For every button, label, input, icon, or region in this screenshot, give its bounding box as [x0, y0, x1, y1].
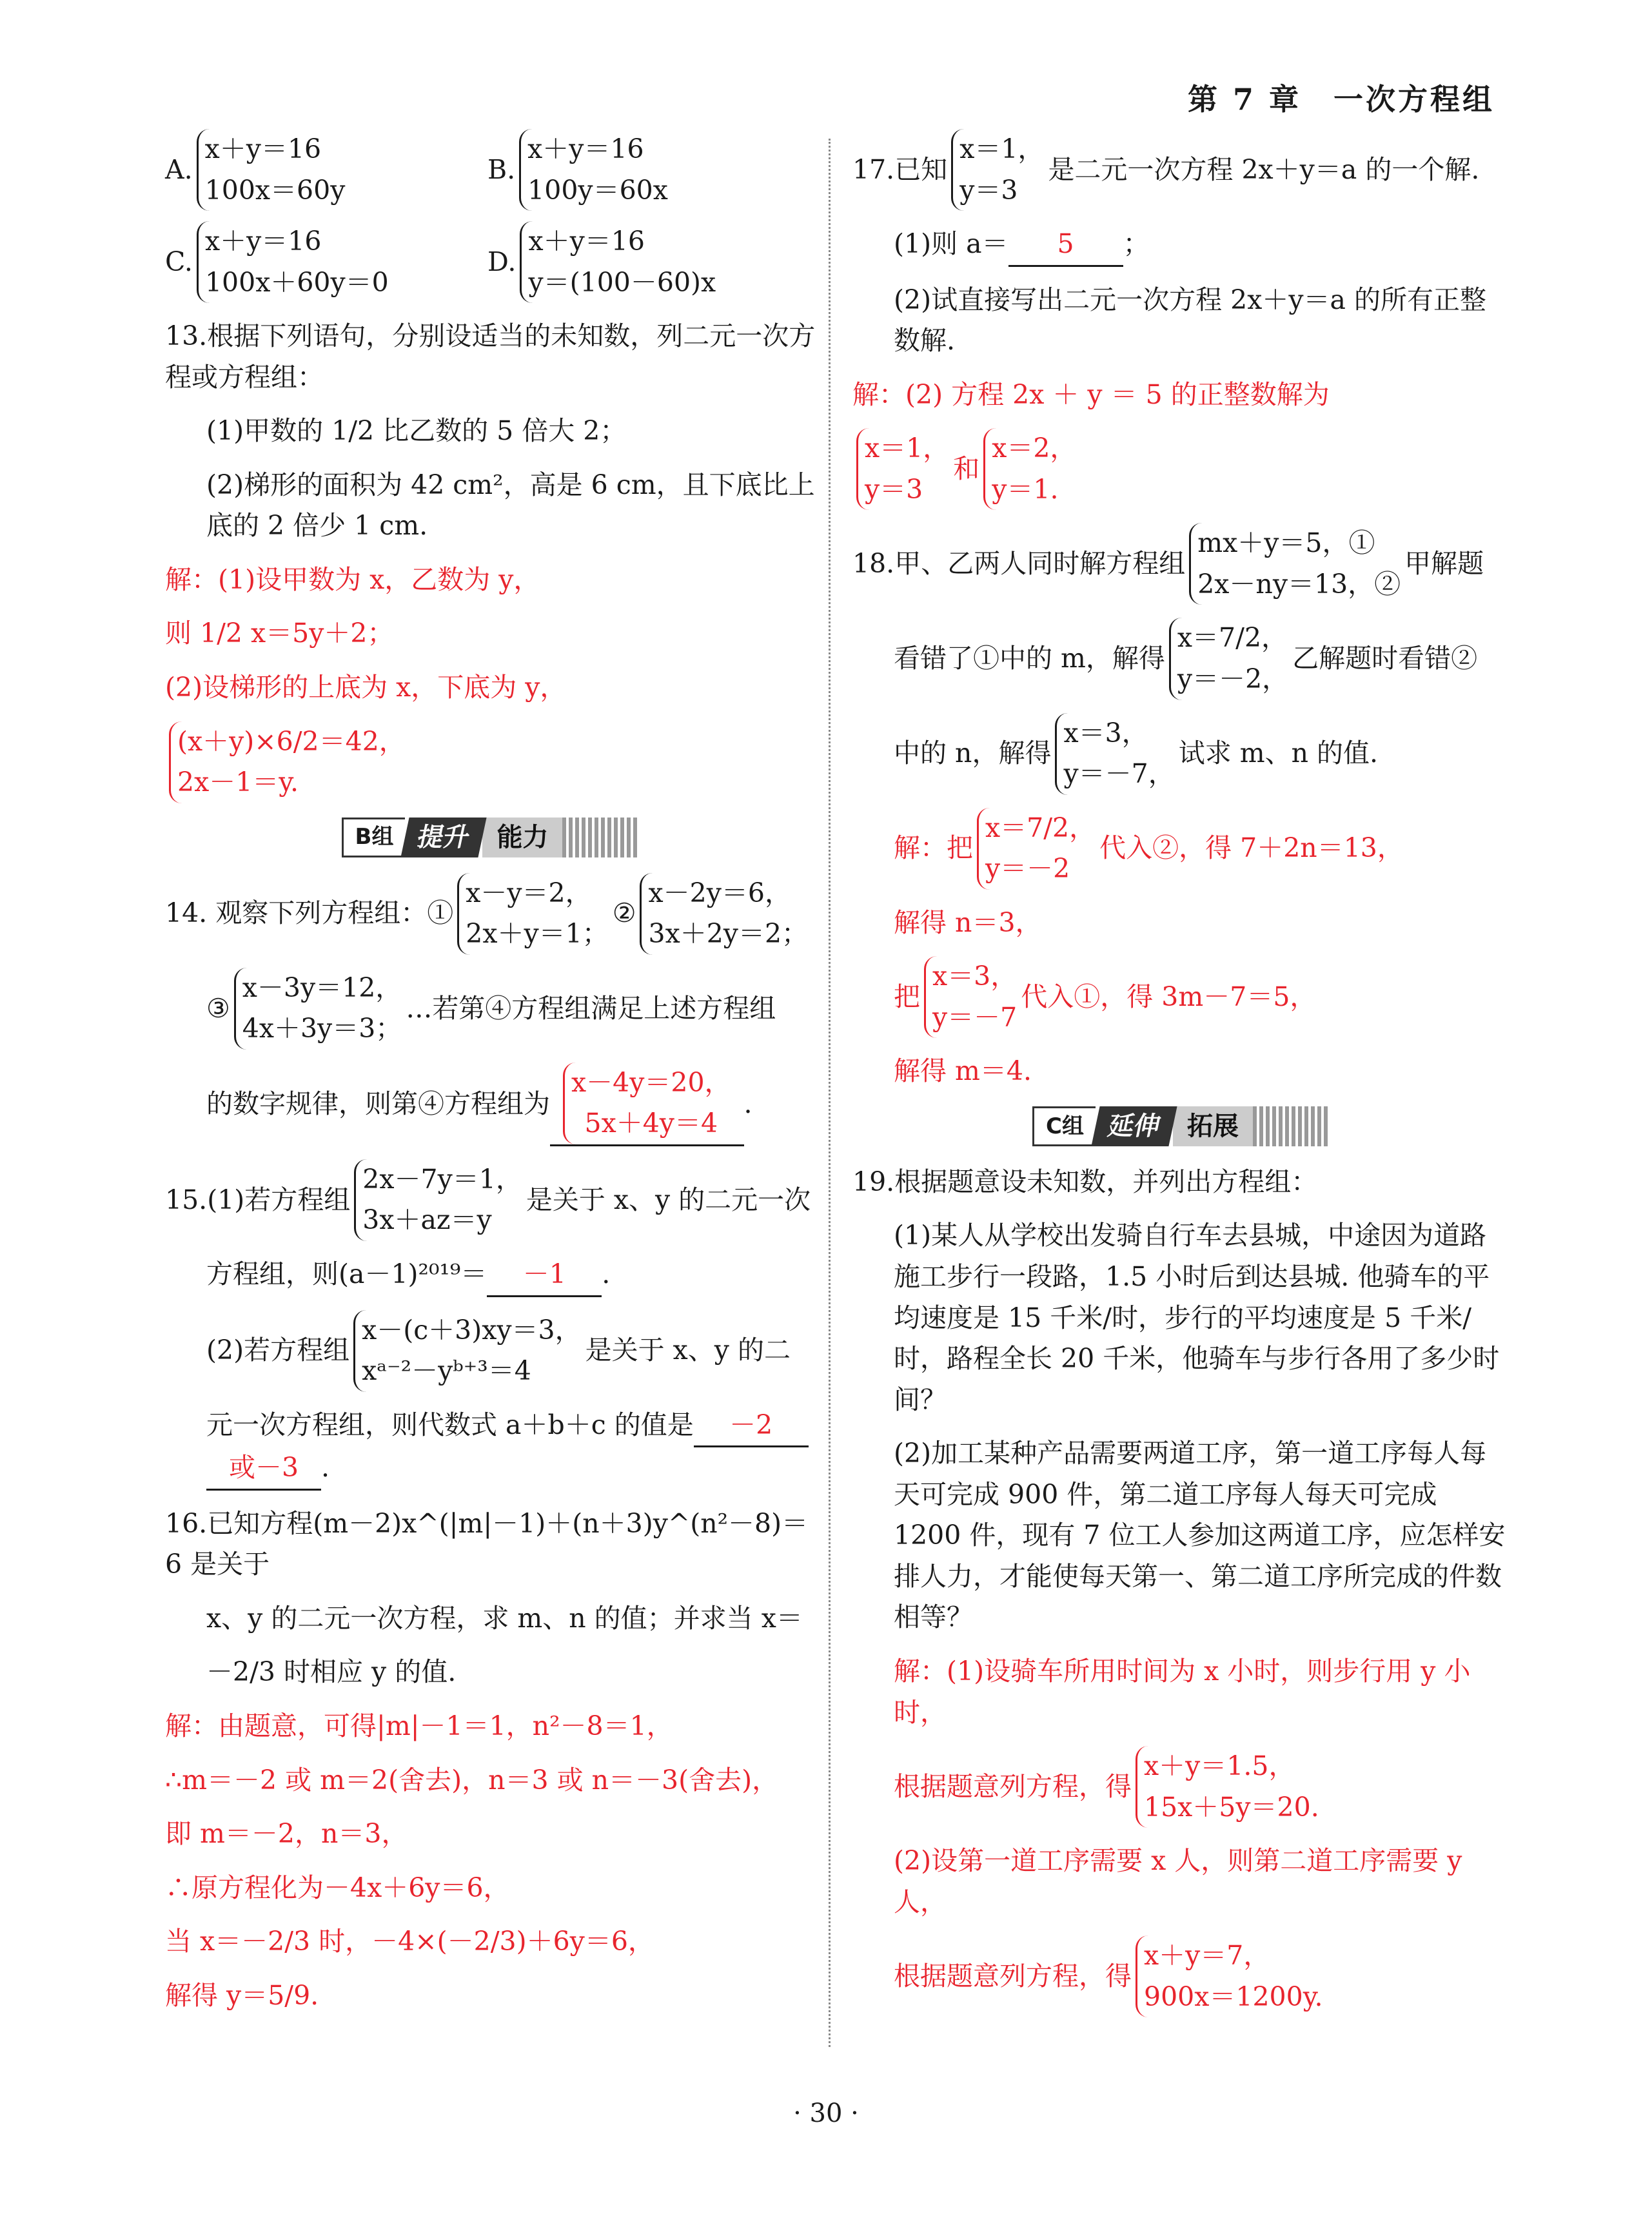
q18-solution-3 [852, 956, 1510, 1038]
equation: 2x－1＝y. [177, 767, 299, 798]
q16-solution-3: 即 m＝－2，n＝3， [165, 1818, 408, 1850]
option-a [165, 129, 487, 211]
left-column [165, 129, 816, 2029]
q14-line2 [165, 968, 816, 1050]
q15-end: . [602, 1258, 611, 1290]
q18-text: 解：把 [894, 832, 973, 864]
equation-system [169, 721, 406, 803]
q17-text: 和 [953, 453, 980, 485]
q17-text: 是二元一次方程 2x＋y＝a 的一个解. [1048, 153, 1480, 185]
q16-solution-1: 解：由题意，可得|m|－1＝1，n²－8＝1， [165, 1710, 673, 1741]
q15-text: 15.(1)若方程组 [165, 1184, 351, 1215]
equation-system [1136, 1746, 1319, 1828]
q17-part2: (2)试直接写出二元一次方程 2x＋y＝a 的所有正整数解. [894, 284, 1486, 357]
q14-text: …若第④方程组满足上述方程组 [406, 992, 776, 1024]
answer-blank: 5 [1008, 224, 1123, 267]
equation: y＝－2， [1177, 663, 1289, 695]
equation-system [1136, 1935, 1323, 2017]
q17-solution-1: 解：(2) 方程 2x ＋ y ＝ 5 的正整数解为 [852, 378, 1330, 410]
q16-solution-4: ∴原方程化为－4x＋6y＝6， [165, 1872, 510, 1903]
q13-solution-2: 则 1/2 x＝5y＋2； [165, 618, 394, 649]
equation-system [977, 808, 1096, 890]
q14-text: 的数字规律，则第④方程组为 [206, 1088, 550, 1120]
option-b [487, 129, 810, 211]
equation: 2x－ny＝13，② [1197, 568, 1401, 600]
equation-system [234, 968, 402, 1050]
q18-text: 代入①，得 3m－7＝5， [1021, 981, 1317, 1013]
q15-text: (2)若方程组 [206, 1335, 350, 1366]
q14-line3 [165, 1063, 816, 1146]
q18-text: 看错了①中的 m，解得 [894, 643, 1165, 674]
equation-system [640, 873, 808, 955]
q16-solution-6: 解得 y＝5/9. [165, 1979, 319, 2011]
q18-solution-1 [852, 808, 1510, 890]
q15-text: 元一次方程组，则代数式 a＋b＋c 的值是 [206, 1409, 694, 1440]
equation: x＝1， [959, 133, 1045, 164]
q16-solution-5: 当 x＝－2/3 时，－4×(－2/3)＋6y＝6， [165, 1926, 654, 1957]
equation-system [354, 1159, 522, 1241]
section-c-banner [852, 1106, 1510, 1146]
q18-solution-2: 解得 n＝3， [894, 906, 1042, 938]
option-label: C. [165, 246, 193, 277]
equation: x－(c＋3)xy＝3， [362, 1314, 582, 1346]
equation: x－4y＝20， [571, 1066, 731, 1098]
equation: 2x＋y＝1； [466, 918, 609, 950]
q19-part1: (1)某人从学校出发骑自行车去县城，中途因为道路施工步行一段路，1.5 小时后到达县城. 他骑车的平均速度是 15 千米/时，步行的平均速度是 5 千米/时，路程全长 20 千米，他骑车与步行各用了多少时间？ [894, 1220, 1500, 1415]
q15-text: 是关于 x、y 的二元一次 [526, 1184, 811, 1215]
q19-part2: (2)加工某种产品需要两道工序，第一道工序每人每天可完成 900 件，第二道工序每人每天可完成 1200 件，现有 7 位工人参加这两道工序，应怎样安排人力，才能使每天第一、第二道工序所完成的件数相等？ [894, 1438, 1506, 1633]
q16-stem-3: －2/3 时相应 y 的值. [206, 1656, 457, 1688]
q15-part1 [165, 1159, 816, 1241]
q18-line3 [852, 713, 1510, 795]
q13-stem: 13.根据下列语句，分别设适当的未知数，列二元一次方程或方程组： [165, 320, 816, 393]
q18-text: 乙解题时看错② [1292, 643, 1478, 674]
equation: x＋y＝7， [1144, 1940, 1270, 1972]
banner-title-1: 延伸 [1091, 1106, 1177, 1146]
equation: y＝3 [959, 174, 1018, 206]
equation: 3x＋2y＝2； [648, 918, 809, 950]
equation-system [1055, 713, 1174, 795]
q13-solution-1: 解：(1)设甲数为 x，乙数为 y， [165, 563, 540, 595]
equation: 100x＋60y＝0 [204, 266, 389, 298]
equation-system [856, 428, 949, 510]
q13-part1: (1)甲数的 1/2 比乙数的 5 倍大 2； [206, 415, 627, 447]
group-label: B组 [342, 818, 406, 857]
option-d [487, 221, 810, 303]
equation-system [353, 1310, 582, 1392]
equation-system [197, 221, 389, 303]
banner-title-1: 提升 [401, 818, 487, 857]
equation-system [1189, 523, 1401, 605]
q13-solution-4 [165, 721, 816, 803]
equation: y＝－7 [932, 1001, 1018, 1033]
equation: y＝－2 [985, 853, 1070, 885]
answer-blank [550, 1063, 744, 1146]
q18-stem [852, 523, 1510, 605]
equation: x＝1， [865, 433, 950, 464]
right-column [852, 129, 1510, 2030]
banner-title-2: 拓展 [1173, 1106, 1253, 1146]
equation: x＝3， [1063, 717, 1148, 749]
equation: x＋y＝16 [528, 226, 645, 257]
q18-text: 甲解题 [1404, 548, 1484, 580]
circled-number: ③ [206, 992, 230, 1024]
q17-part1 [852, 224, 1510, 267]
q17-end: ； [1123, 228, 1150, 260]
q15-part1-line2 [165, 1254, 816, 1297]
equation-system [457, 873, 608, 955]
equation: x－3y＝12， [242, 972, 402, 1003]
answer-blank: －1 [487, 1254, 602, 1297]
q19-text: 根据题意列方程，得 [894, 1961, 1132, 1992]
group-label: C组 [1032, 1106, 1096, 1146]
equation: x－2y＝6， [648, 877, 791, 908]
q19-text: 根据题意列方程，得 [894, 1770, 1132, 1802]
q15-text: 方程组，则(a－1)²⁰¹⁹＝ [206, 1258, 487, 1290]
equation: mx＋y＝5，① [1197, 527, 1375, 559]
circled-number: ② [612, 897, 636, 929]
q18-text: 18.甲、乙两人同时解方程组 [852, 548, 1186, 580]
equation: xᵃ⁻²－yᵇ⁺³＝4 [362, 1355, 531, 1387]
equation: x＋y＝16 [204, 226, 322, 257]
q19-stem: 19.根据题意设未知数，并列出方程组： [852, 1166, 1318, 1197]
equation: 100x＝60y [204, 174, 346, 206]
q12-options [165, 129, 816, 303]
column-divider [829, 139, 831, 2047]
equation: 4x＋3y＝3； [242, 1013, 402, 1044]
q18-text: 中的 n，解得 [894, 738, 1052, 769]
q14-stem: 14. 观察下列方程组：① [165, 897, 454, 929]
q15-end: . [321, 1452, 330, 1484]
equation: x＝3， [932, 961, 1018, 992]
equation: 3x＋az＝y [362, 1204, 492, 1236]
equation-system [951, 129, 1044, 211]
equation: y＝1. [992, 473, 1059, 505]
equation-system [197, 129, 346, 211]
q18-line2 [852, 618, 1510, 700]
q14-end: . [743, 1088, 752, 1120]
equation: y＝－7， [1063, 758, 1175, 790]
q18-text: 把 [894, 981, 920, 1013]
banner [1032, 1106, 1330, 1146]
equation: x＋y＝1.5， [1144, 1750, 1295, 1782]
option-c [165, 221, 487, 303]
option-label: A. [165, 153, 193, 185]
equation: 5x＋4y＝4 [584, 1108, 718, 1139]
q13-solution-3: (2)设梯形的上底为 x，下底为 y， [165, 672, 567, 703]
equation-system [519, 129, 668, 211]
banner-stripes [1253, 1106, 1330, 1146]
q18-text: 代入②，得 7＋2n＝13， [1099, 832, 1404, 864]
equation: 15x＋5y＝20. [1144, 1791, 1319, 1823]
answer-blank: －2 [694, 1405, 809, 1448]
q15-part2 [165, 1310, 816, 1392]
equation: x＝2， [992, 433, 1077, 464]
equation: (x＋y)×6/2＝42， [177, 725, 406, 757]
banner-title-2: 能力 [482, 818, 562, 857]
q17-stem [852, 129, 1510, 211]
equation: 2x－7y＝1， [362, 1163, 522, 1195]
q19-solution-4 [852, 1935, 1510, 2017]
q16-stem-1: 16.已知方程(m－2)x^(|m|－1)＋(n＋3)y^(n²－8)＝6 是关于 [165, 1507, 809, 1580]
equation: x－y＝2， [466, 877, 592, 908]
q17-text: 17.已知 [852, 153, 948, 185]
q18-solution-4: 解得 m＝4. [894, 1055, 1032, 1087]
equation-system [563, 1063, 731, 1144]
equation: 900x＝1200y. [1144, 1981, 1323, 2012]
q15-text: 是关于 x、y 的二 [585, 1335, 791, 1366]
equation: x＝7/2， [985, 812, 1096, 843]
chapter-header: 第 7 章 一次方程组 [1187, 82, 1495, 117]
equation: y＝3 [865, 473, 923, 505]
banner-stripes [562, 818, 640, 857]
answer-blank: 或－3 [206, 1447, 321, 1491]
q19-solution-3: (2)设第一道工序需要 x 人，则第二道工序需要 y 人， [894, 1845, 1462, 1917]
q18-text: 试求 m、n 的值. [1178, 738, 1379, 769]
equation: y＝(100－60)x [528, 266, 716, 298]
q13-part2: (2)梯形的面积为 42 cm²，高是 6 cm，且下底比上底的 2 倍少 1 cm. [206, 469, 815, 542]
section-b-banner [165, 818, 816, 857]
equation: 100y＝60x [527, 174, 668, 206]
page-number: · 30 · [793, 2099, 859, 2128]
q19-solution-1: 解：(1)设骑车所用时间为 x 小时，则步行用 y 小时， [894, 1655, 1471, 1728]
equation: x＝7/2， [1177, 622, 1288, 654]
equation-system [983, 428, 1076, 510]
q16-stem-2: x、y 的二元一次方程，求 m、n 的值；并求当 x＝ [206, 1602, 803, 1634]
q17-solution-2 [852, 428, 1510, 510]
equation: x＋y＝16 [204, 133, 322, 164]
q17-text: (1)则 a＝ [894, 228, 1008, 260]
q16-solution-2: ∴m＝－2 或 m＝2(舍去)，n＝3 或 n＝－3(舍去)， [165, 1764, 779, 1796]
equation: x＋y＝16 [527, 133, 644, 164]
equation-system [1169, 618, 1288, 700]
q19-solution-2 [852, 1746, 1510, 1828]
option-label: D. [487, 246, 516, 277]
equation-system [520, 221, 716, 303]
option-label: B. [487, 153, 516, 185]
equation-system [924, 956, 1017, 1038]
banner [342, 818, 640, 857]
q14-line1 [165, 873, 816, 955]
q15-part2-line2 [165, 1405, 816, 1491]
